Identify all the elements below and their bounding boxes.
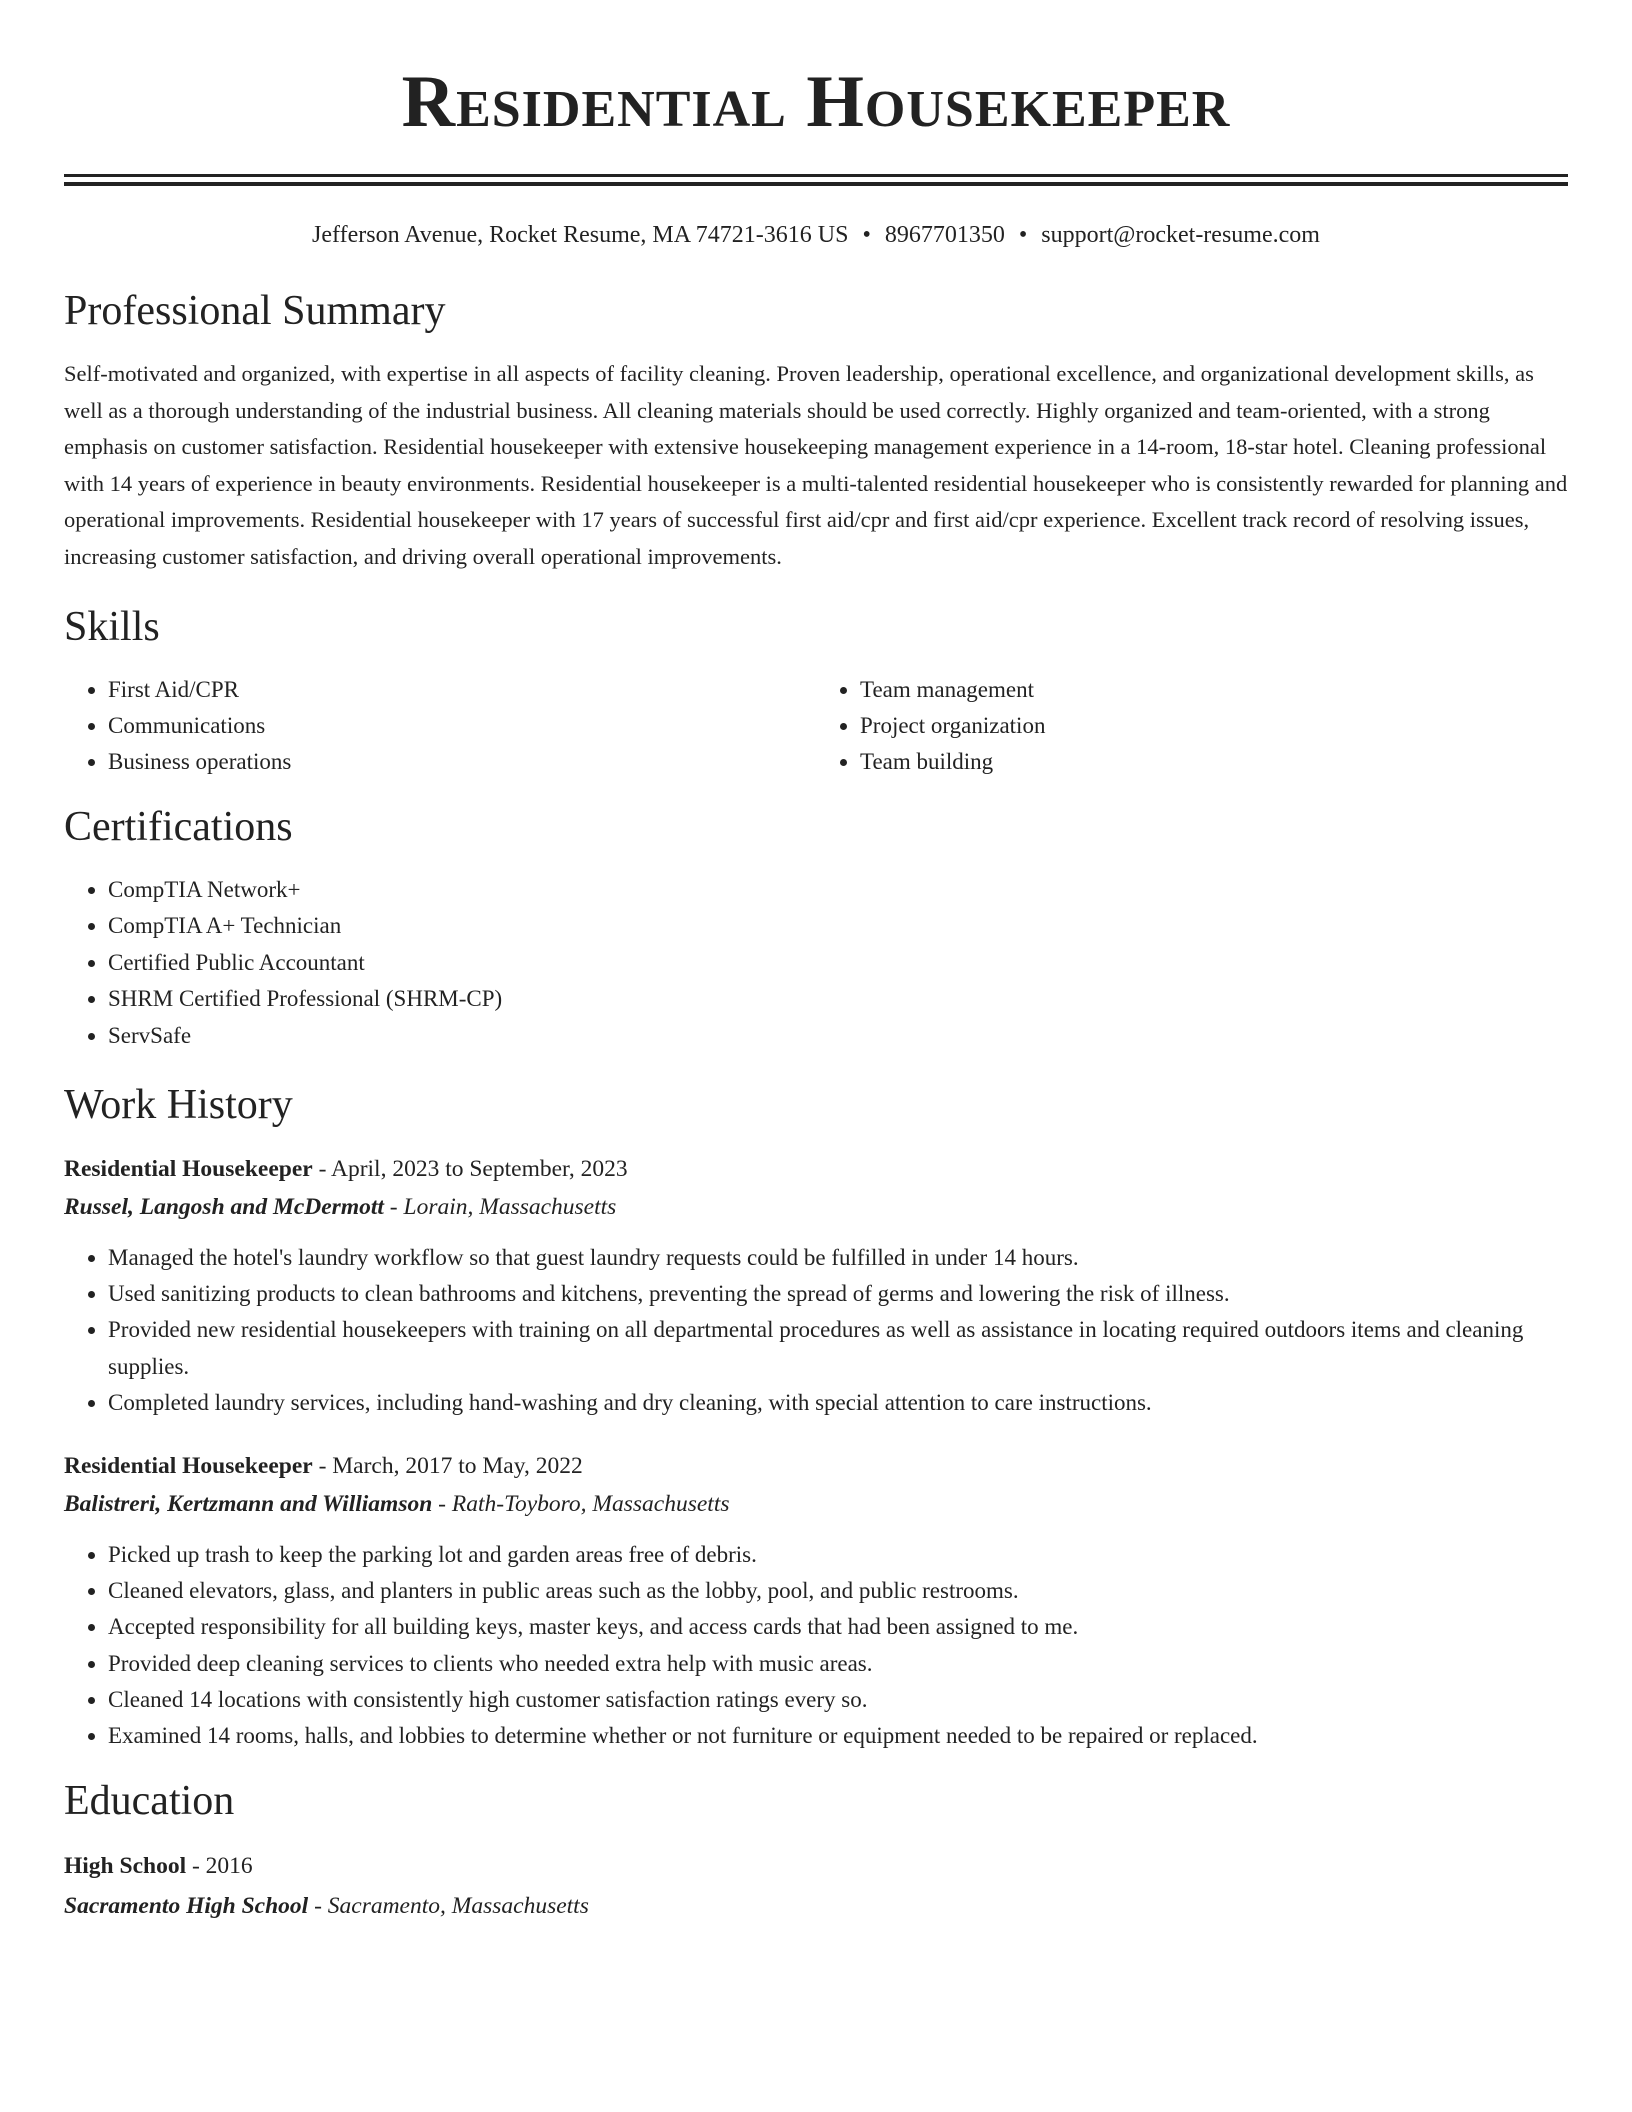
certification-item: • CompTIA Network+ bbox=[108, 872, 1568, 909]
job-dates: - March, 2017 to May, 2022 bbox=[312, 1453, 583, 1480]
certification-item: • CompTIA A+ Technician bbox=[108, 908, 1568, 945]
job-bullet: • Used sanitizing products to clean bathrooms and kitchens, preventing the spread of germs and lowering the risk of illness. bbox=[108, 1276, 1568, 1312]
job-location: - Lorain, Massachusetts bbox=[383, 1194, 617, 1221]
resume-title: Residential Housekeeper bbox=[401, 61, 1231, 143]
job-bullets bbox=[64, 1537, 1568, 1754]
skills-heading: Skills bbox=[64, 603, 160, 650]
education-year: - 2016 bbox=[186, 1853, 253, 1880]
summary-text: Self-motivated and organized, with expertise in all aspects of facility cleaning. Proven leadership, operational excellence, and organizational development skills, as well as a thorough understanding of the industrial business. All cleaning materials should be used correctly. Highly organized and team-oriented, with a strong emphasis on customer satisfaction. Residential housekeeper with extensive housekeeping management experience in a 14-room, 18-star hotel. Cleaning professional with 14 years of experience in beauty environments. Residential housekeeper is a multi-talented residential housekeeper who is consistently rewarded for planning and operational improvements. Residential housekeeper with 17 years of successful first aid/cpr and first aid/cpr experience. Excellent track record of resolving issues, increasing customer satisfaction, and driving overall operational improvements. bbox=[64, 361, 1568, 569]
contact-email: support@rocket-resume.com bbox=[1041, 222, 1320, 248]
job-bullets bbox=[64, 1240, 1568, 1421]
job-title-line bbox=[64, 1447, 1568, 1485]
job-bullet: • Cleaned elevators, glass, and planters in public areas such as the lobby, pool, and public restrooms. bbox=[108, 1573, 1568, 1609]
job-bullet: • Examined 14 rooms, halls, and lobbies to determine whether or not furniture or equipment needed to be repaired or replaced. bbox=[108, 1718, 1568, 1754]
job-entry bbox=[64, 1447, 1568, 1754]
certifications-list bbox=[64, 872, 1568, 1055]
header-rule-bottom bbox=[64, 182, 1568, 186]
skills-column-right bbox=[816, 672, 1568, 780]
job-bullet: • Provided deep cleaning services to clients who needed extra help with music areas. bbox=[108, 1646, 1568, 1682]
education-school-line bbox=[64, 1886, 1568, 1926]
education-degree: High School bbox=[64, 1853, 187, 1880]
job-company-line bbox=[64, 1485, 1568, 1523]
job-bullet: • Cleaned 14 locations with consistently high customer satisfaction ratings every so. bbox=[108, 1682, 1568, 1718]
job-bullet: • Completed laundry services, including hand-washing and dry cleaning, with special attention to care instructions. bbox=[108, 1385, 1568, 1421]
education-location: - Sacramento, Massachusetts bbox=[308, 1893, 589, 1920]
certification-item: • SHRM Certified Professional (SHRM-CP) bbox=[108, 981, 1568, 1018]
job-company: Balistreri, Kertzmann and Williamson bbox=[64, 1491, 433, 1518]
skills-column-left bbox=[64, 672, 816, 780]
job-dates: - April, 2023 to September, 2023 bbox=[312, 1156, 628, 1183]
education-school: Sacramento High School bbox=[64, 1893, 309, 1920]
education-heading: Education bbox=[64, 1778, 235, 1825]
job-company: Russel, Langosh and McDermott bbox=[64, 1194, 384, 1221]
job-bullet: • Managed the hotel's laundry workflow so that guest laundry requests could be fulfilled in under 14 hours. bbox=[108, 1240, 1568, 1276]
job-title: Residential Housekeeper bbox=[64, 1156, 313, 1183]
certification-item: • Certified Public Accountant bbox=[108, 945, 1568, 982]
skill-item: • Team management bbox=[860, 672, 1568, 708]
job-entry bbox=[64, 1150, 1568, 1421]
summary-heading: Professional Summary bbox=[64, 288, 446, 334]
work-history-heading: Work History bbox=[64, 1082, 293, 1129]
job-company-line bbox=[64, 1188, 1568, 1226]
skill-item: • Project organization bbox=[860, 708, 1568, 744]
skills-list bbox=[64, 672, 1568, 780]
skill-item: • Business operations bbox=[108, 744, 816, 780]
contact-phone: 8967701350 bbox=[884, 222, 1005, 248]
contact-address: Jefferson Avenue, Rocket Resume, MA 74721-3616 US bbox=[312, 222, 849, 248]
job-bullet: • Accepted responsibility for all building keys, master keys, and access cards that had been assigned to me. bbox=[108, 1609, 1568, 1645]
job-bullet: • Picked up trash to keep the parking lot and garden areas free of debris. bbox=[108, 1537, 1568, 1573]
skill-item: • Team building bbox=[860, 744, 1568, 780]
job-title-line bbox=[64, 1150, 1568, 1188]
contact-separator: • bbox=[862, 222, 871, 248]
resume-page bbox=[64, 0, 1568, 1926]
certifications-heading: Certifications bbox=[64, 803, 293, 850]
certification-item: • ServSafe bbox=[108, 1018, 1568, 1055]
education-degree-line bbox=[64, 1846, 1568, 1886]
skill-item: • First Aid/CPR bbox=[108, 672, 816, 708]
contact-separator: • bbox=[1018, 222, 1028, 248]
education-entry bbox=[64, 1846, 1568, 1926]
skill-item: • Communications bbox=[108, 708, 816, 744]
contact-line bbox=[64, 220, 1568, 250]
job-title: Residential Housekeeper bbox=[64, 1453, 313, 1480]
job-location: - Rath-Toyboro, Massachusetts bbox=[432, 1491, 730, 1518]
job-bullet: • Provided new residential housekeepers with training on all departmental procedures as well as assistance in locating required outdoors items and cleaning supplies. bbox=[108, 1312, 1568, 1384]
